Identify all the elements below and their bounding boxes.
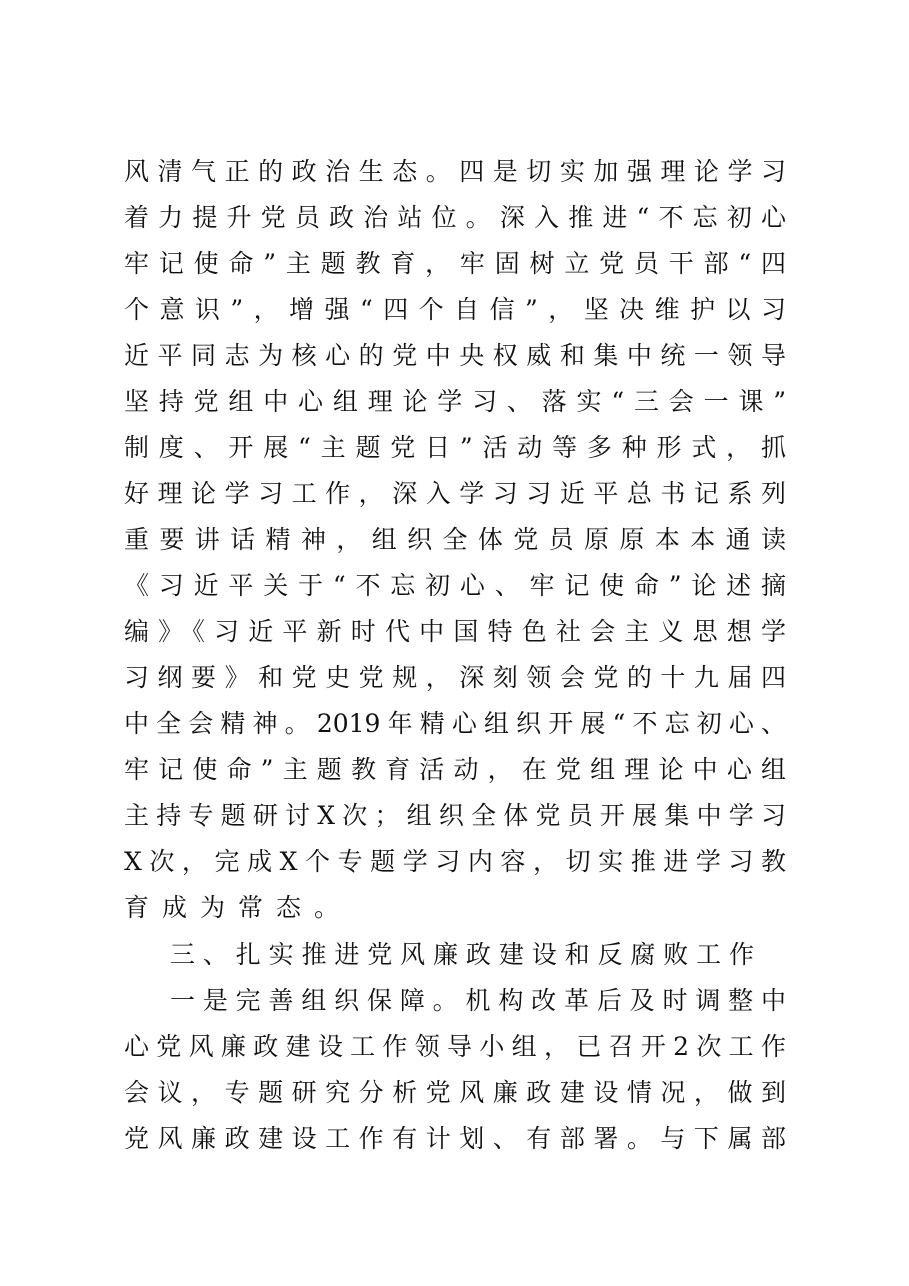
body-line-15: 主持专题研讨X次；组织全体党员开展集中学习 <box>124 801 786 830</box>
body-line-17: 育成为常态。 <box>124 893 353 922</box>
body-line-16: X次，完成X个专题学习内容，切实推进学习教 <box>124 847 786 876</box>
body-line-10: 《习近平关于“不忘初心、牢记使命”论述摘 <box>124 571 786 600</box>
section-line-3: 会议，专题研究分析党风廉政建设情况，做到 <box>124 1078 786 1107</box>
body-line-6: 坚持党组中心组理论学习、落实“三会一课” <box>124 387 786 416</box>
body-line-4: 个意识”，增强“四个自信”，坚决维护以习 <box>124 295 786 324</box>
body-line-1: 风清气正的政治生态。四是切实加强理论学习 <box>124 157 786 186</box>
body-line-12: 习纲要》和党史党规，深刻领会党的十九届四 <box>124 663 786 692</box>
body-line-2: 着力提升党员政治站位。深入推进“不忘初心 <box>124 203 786 232</box>
body-line-13: 中全会精神。2019年精心组织开展“不忘初心、 <box>124 709 786 738</box>
section-heading: 三、扎实推进党风廉政建设和反腐败工作 <box>170 940 754 969</box>
body-line-3: 牢记使命”主题教育，牢固树立党员干部“四 <box>124 249 786 278</box>
body-line-11: 编》《习近平新时代中国特色社会主义思想学 <box>124 617 786 646</box>
body-line-9: 重要讲话精神，组织全体党员原原本本通读 <box>124 525 786 554</box>
section-line-2: 心党风廉政建设工作领导小组，已召开2次工作 <box>124 1032 786 1061</box>
body-line-8: 好理论学习工作，深入学习习近平总书记系列 <box>124 479 786 508</box>
body-line-7: 制度、开展“主题党日”活动等多种形式，抓 <box>124 433 786 462</box>
body-line-5: 近平同志为核心的党中央权威和集中统一领导 <box>124 341 786 370</box>
section-line-4: 党风廉政建设工作有计划、有部署。与下属部 <box>124 1124 786 1153</box>
body-line-14: 牢记使命”主题教育活动，在党组理论中心组 <box>124 755 786 784</box>
section-line-1: 一是完善组织保障。机构改革后及时调整中 <box>170 986 786 1015</box>
